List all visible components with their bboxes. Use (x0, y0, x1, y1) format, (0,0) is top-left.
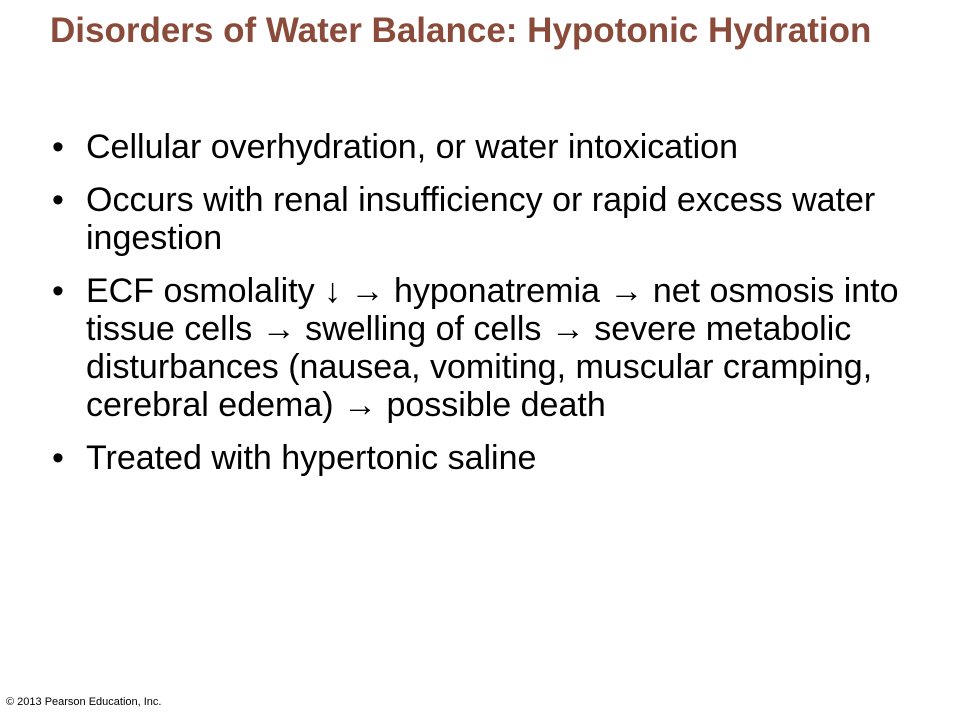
bullet-item-3 (50, 272, 930, 424)
slide-title: Disorders of Water Balance: Hypotonic Hydration (50, 11, 872, 50)
bullet-dot-icon: • (52, 181, 64, 219)
bullet-text: Occurs with renal insufficiency or rapid excess water ingestion (86, 181, 876, 257)
bullet-item-1 (50, 128, 930, 166)
bullet-dot-icon: • (52, 128, 64, 166)
bullet-text: Treated with hypertonic saline (86, 439, 537, 477)
bullet-text: ECF osmolality ↓ → hyponatremia → net osmosis into tissue cells → swelling of cells → severe metabolic disturbances (nausea, vomiting, muscular cramping, cerebral edema) → possible death (86, 272, 899, 424)
bullet-dot-icon: • (52, 272, 64, 310)
bullet-list (50, 128, 930, 492)
bullet-item-4 (50, 439, 930, 477)
bullet-dot-icon: • (52, 439, 64, 477)
copyright-footer: © 2013 Pearson Education, Inc. (6, 696, 162, 708)
bullet-item-2 (50, 181, 930, 257)
bullet-text: Cellular overhydration, or water intoxication (86, 128, 738, 166)
